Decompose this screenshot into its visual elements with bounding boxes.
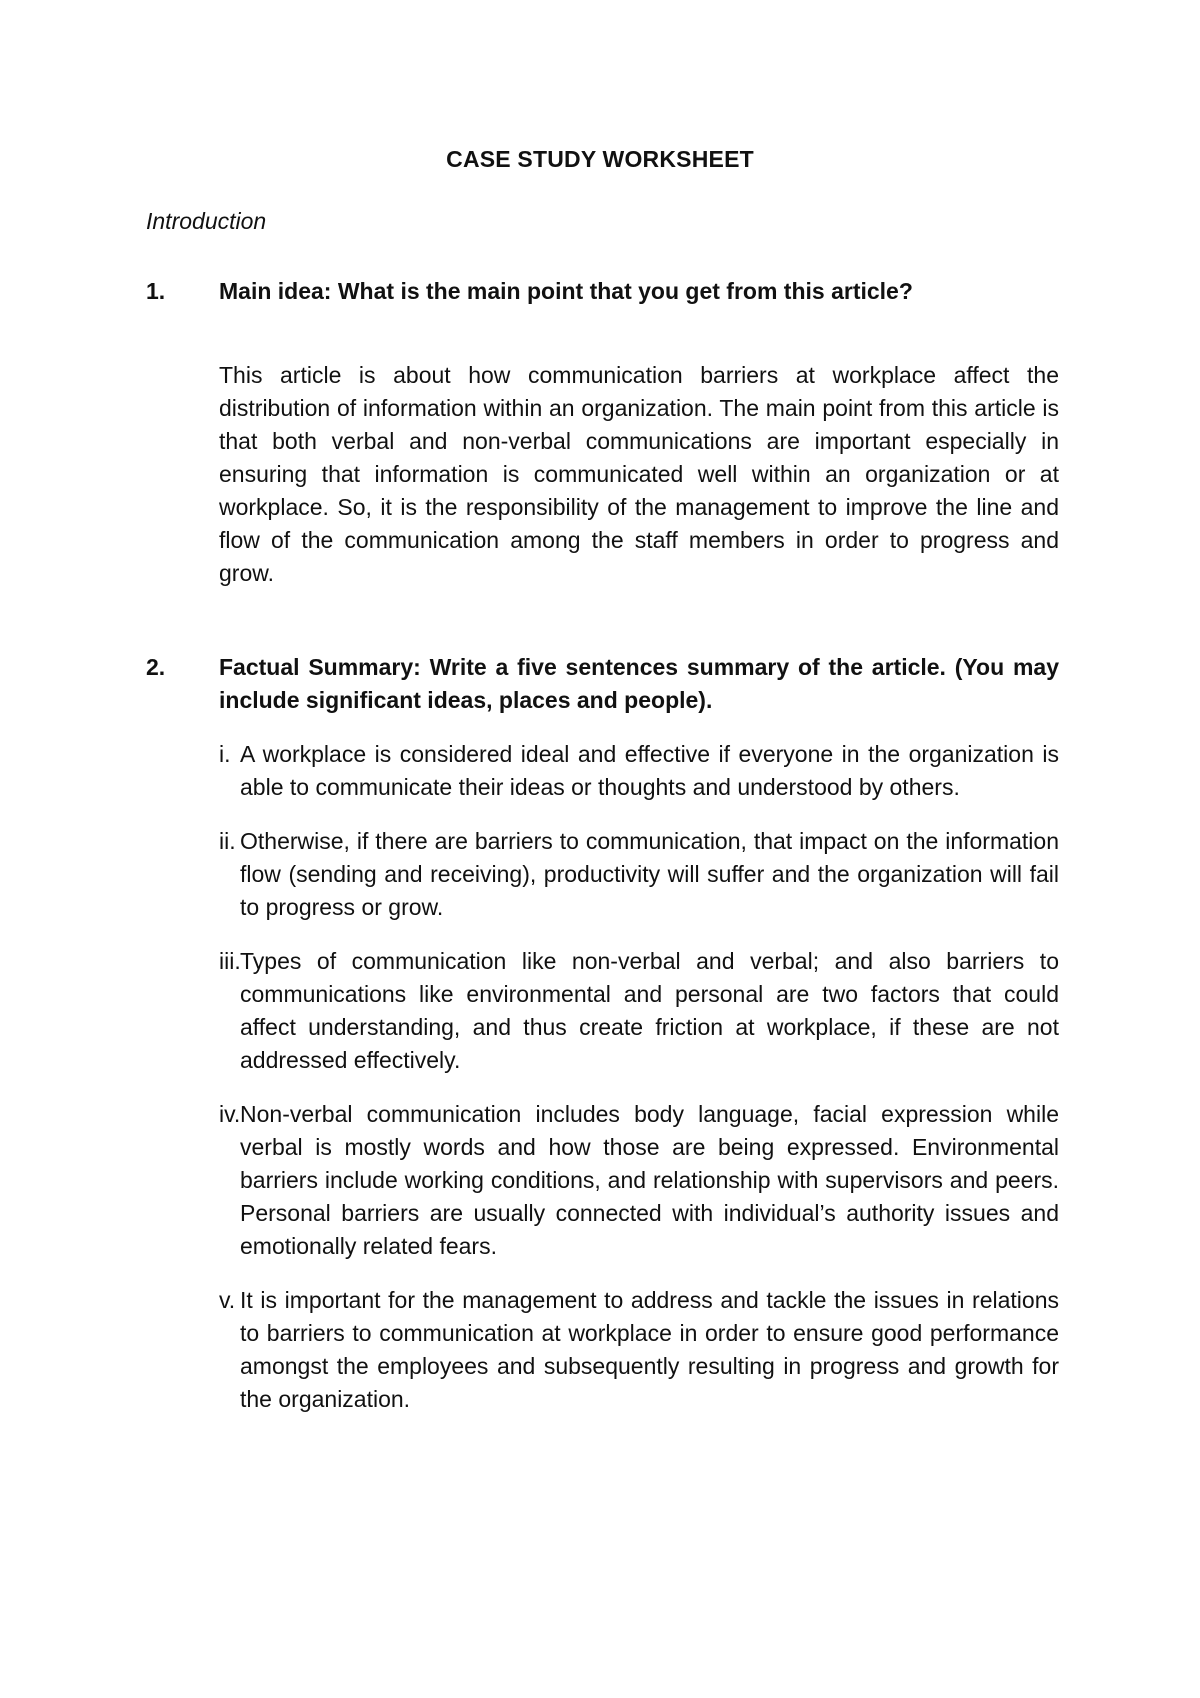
summary-item-text: It is important for the management to address and tackle the issues in relations to barriers to communication at workplace in order to ensure good performance amongst the employees and subsequently resulting in progress and growth for the organization. (240, 1287, 1059, 1412)
section-heading-introduction: Introduction (146, 208, 267, 234)
document-title: CASE STUDY WORKSHEET (446, 146, 754, 172)
summary-item-text: A workplace is considered ideal and effective if everyone in the organization is able to communicate their ideas or thoughts and understood by others. (240, 741, 1059, 800)
summary-item-5 (219, 1284, 1059, 1416)
summary-item-marker: iv. (219, 1101, 241, 1127)
summary-item-text: Non-verbal communication includes body language, facial expression while verbal is mostly words and how those are being expressed. Environmental barriers include working conditions, and relationship with supervisors and peers. Personal barriers are usually connected with individual’s authority issues and emotionally related fears. (240, 1101, 1059, 1259)
summary-item-2 (219, 825, 1059, 924)
question-2-prompt: Factual Summary: Write a five sentences summary of the article. (You may include significant ideas, places and people). (219, 654, 1059, 713)
summary-item-marker: iii. (219, 948, 241, 974)
summary-item-1 (219, 738, 1059, 804)
summary-item-marker: ii. (219, 828, 236, 854)
summary-list (219, 738, 1059, 1437)
question-2-number: 2. (146, 654, 166, 680)
summary-item-text: Otherwise, if there are barriers to communication, that impact on the information flow (sending and receiving), productivity will suffer and the organization will fail to progress or grow. (240, 828, 1059, 920)
summary-item-3 (219, 945, 1059, 1077)
question-1-number: 1. (146, 278, 166, 304)
summary-item-marker: i. (219, 741, 231, 767)
summary-item-marker: v. (219, 1287, 236, 1313)
question-1-prompt: Main idea: What is the main point that you get from this article? (219, 278, 913, 304)
summary-item-text: Types of communication like non-verbal and verbal; and also barriers to communications like environmental and personal are two factors that could affect understanding, and thus create friction at workplace, if these are not addressed effectively. (240, 948, 1059, 1073)
question-1-answer: This article is about how communication barriers at workplace affect the distribution of information within an organization. The main point from this article is that both verbal and non-verbal communications are important especially in ensuring that information is communicated well within an organization or at workplace. So, it is the responsibility of the management to improve the line and flow of the communication among the staff members in order to progress and grow. (219, 362, 1059, 586)
summary-item-4 (219, 1098, 1059, 1263)
